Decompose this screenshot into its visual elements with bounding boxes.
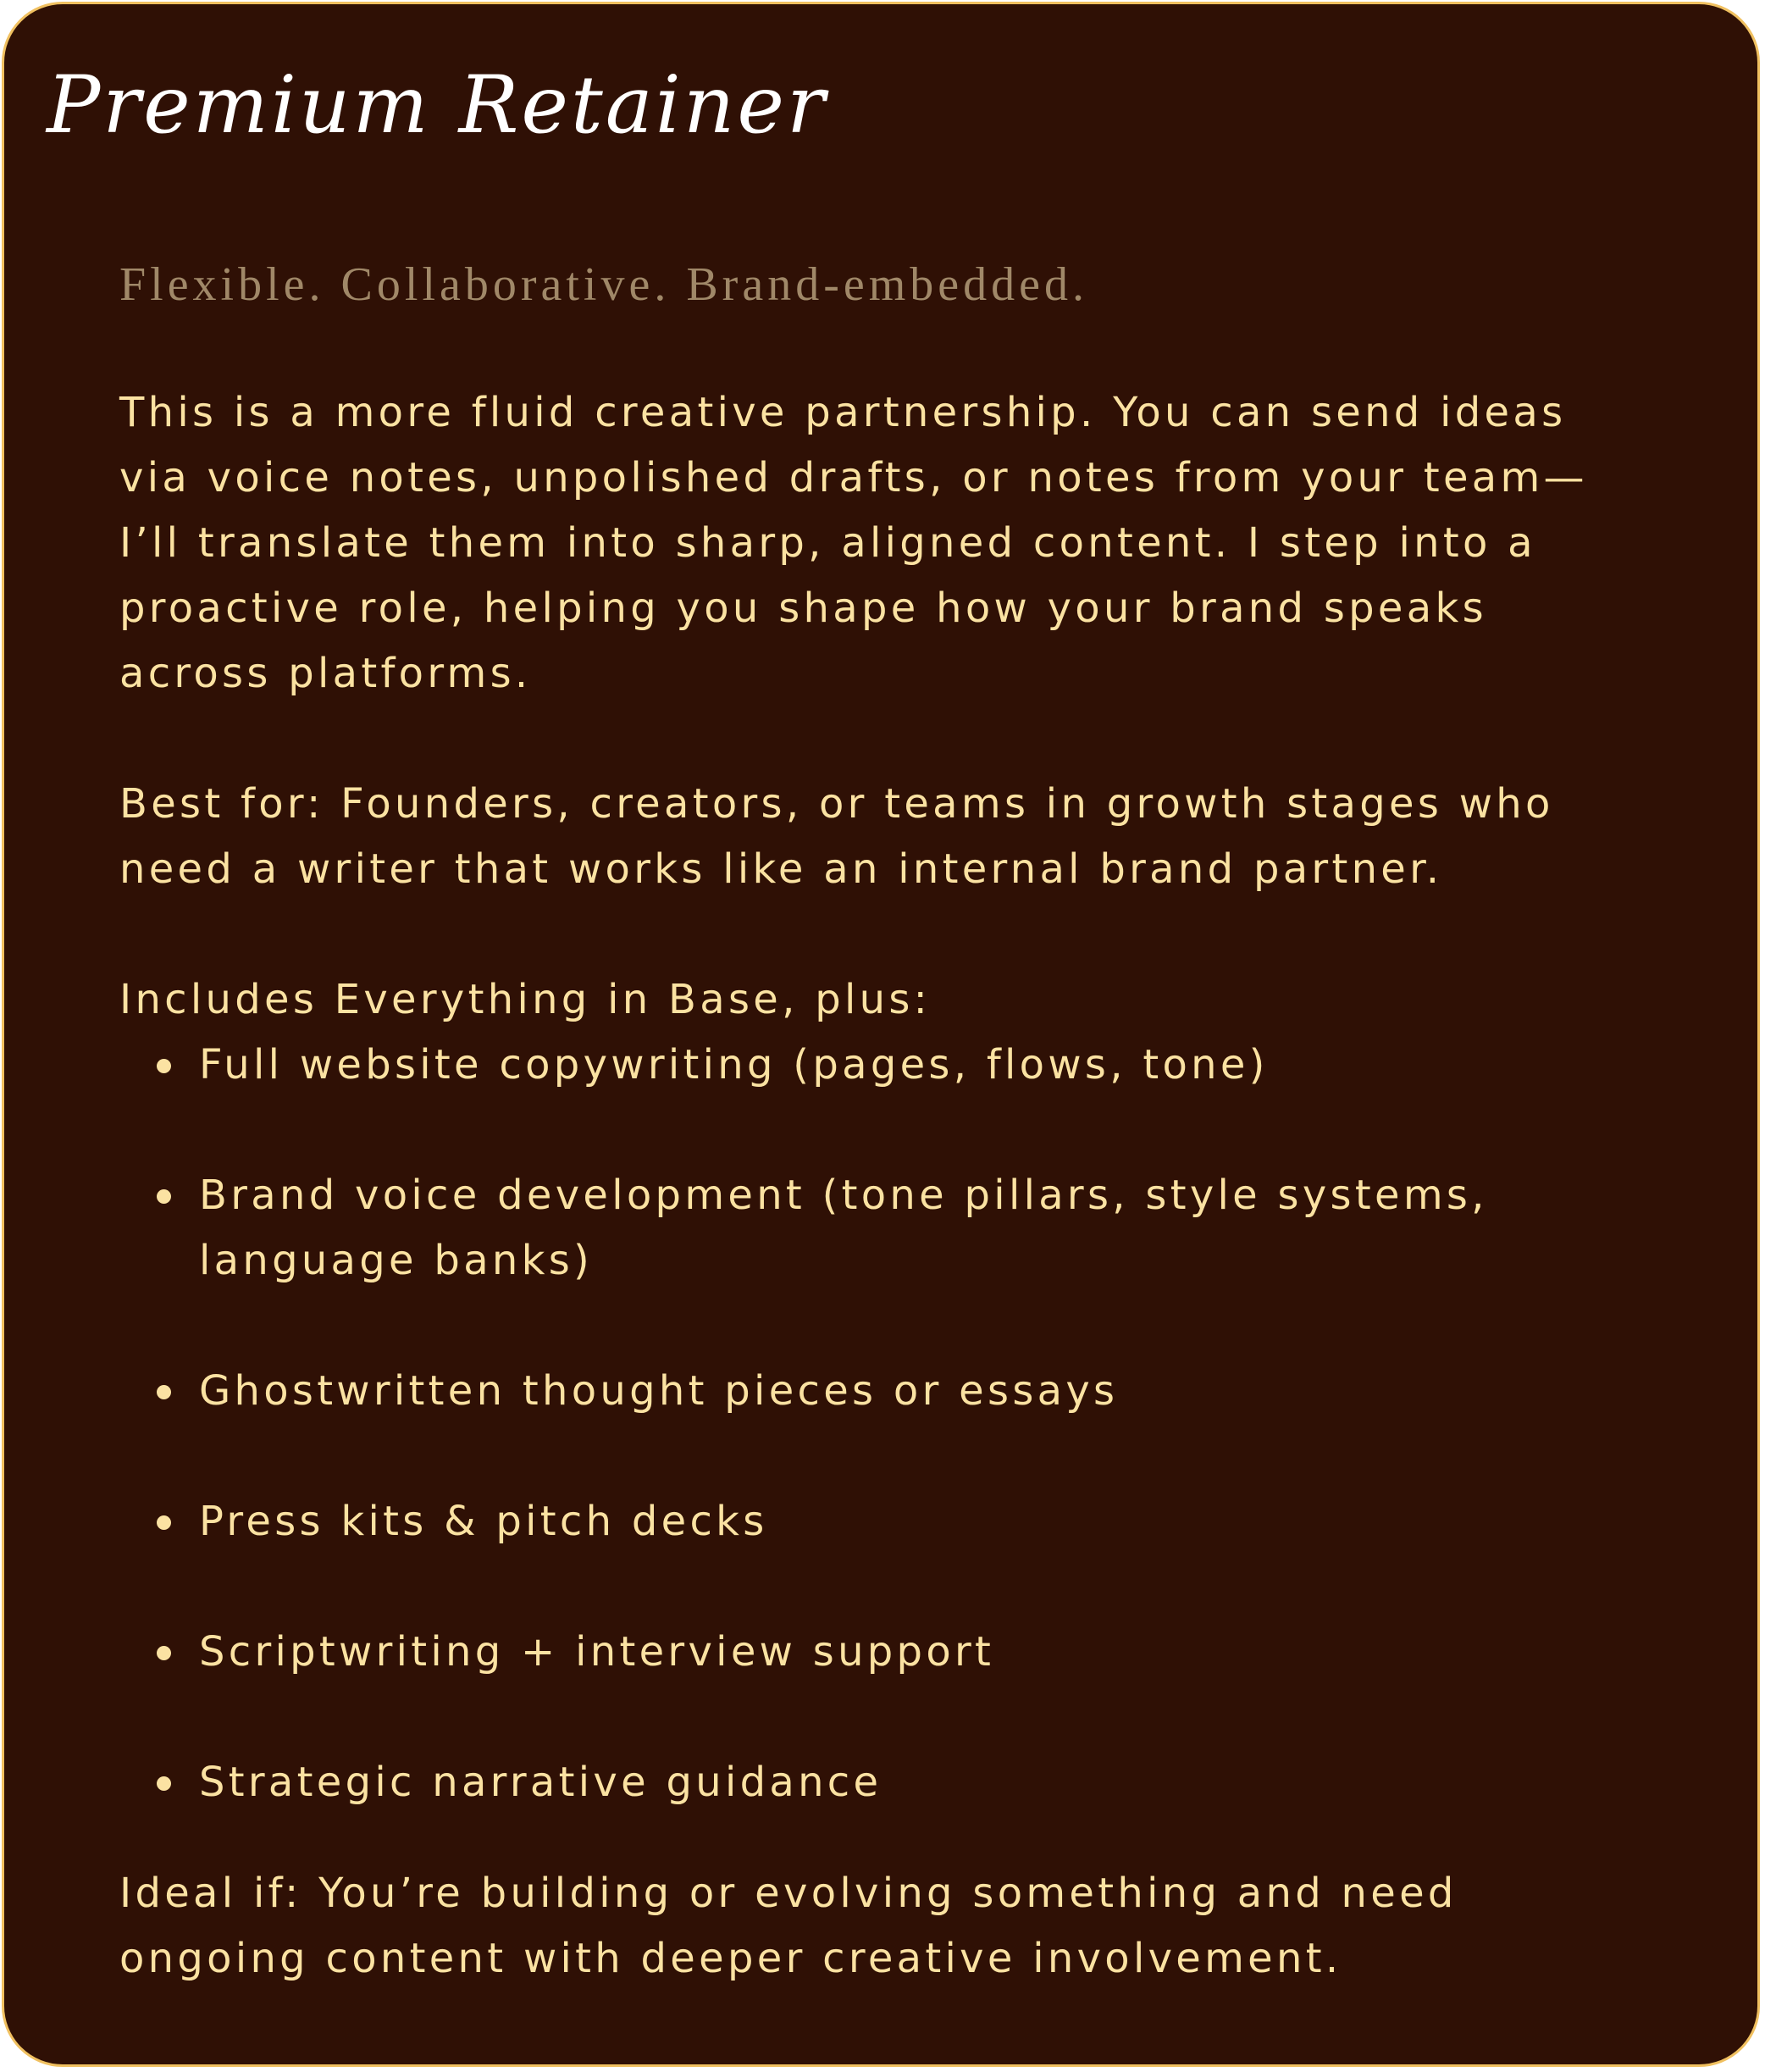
intro-line: This is a more fluid creative partnership. You can send ideas: [119, 389, 1567, 436]
list-item-text: Ghostwritten thought pieces or essays: [199, 1367, 1119, 1415]
bullet-icon: [157, 1385, 171, 1399]
list-item: [119, 1359, 1695, 1424]
list-item-text: Full website copywriting (pages, flows, tone): [199, 1041, 1269, 1089]
intro-line: I’ll translate them into sharp, aligned content. I step into a: [119, 519, 1536, 567]
ideal-if-line: Ideal if: You’re building or evolving something and need: [119, 1870, 1458, 1917]
list-item-text: Scriptwriting + interview support: [199, 1628, 995, 1676]
card-subtitle: Flexible. Collaborative. Brand-embedded.: [119, 258, 1088, 311]
list-item: [119, 1163, 1695, 1294]
list-item-text: language banks): [199, 1237, 594, 1284]
card-body: [119, 380, 1695, 1992]
list-item: [119, 1620, 1695, 1685]
best-for-line: Best for: Founders, creators, or teams in growth stages who: [119, 780, 1554, 828]
intro-line: proactive role, helping you shape how your brand speaks: [119, 584, 1487, 632]
best-for-line: need a writer that works like an internal brand partner.: [119, 845, 1443, 893]
includes-list: [119, 1033, 1695, 1815]
list-item: [119, 1033, 1695, 1098]
intro-line: via voice notes, unpolished drafts, or notes from your team—: [119, 454, 1588, 501]
bullet-icon: [157, 1646, 171, 1660]
card-title: Premium Retainer: [47, 59, 827, 152]
list-item: [119, 1750, 1695, 1815]
list-item-text: Press kits & pitch decks: [199, 1498, 768, 1545]
bullet-icon: [157, 1515, 171, 1530]
best-for-paragraph: [119, 772, 1695, 902]
bullet-icon: [157, 1776, 171, 1791]
ideal-if-paragraph: [119, 1861, 1695, 1992]
bullet-icon: [157, 1059, 171, 1073]
list-item-text: Brand voice development (tone pillars, style systems,: [199, 1172, 1488, 1219]
ideal-if-line: ongoing content with deeper creative involvement.: [119, 1935, 1342, 1982]
list-item-text: Strategic narrative guidance: [199, 1759, 882, 1806]
bullet-icon: [157, 1189, 171, 1204]
includes-heading: Includes Everything in Base, plus:: [119, 976, 932, 1023]
intro-line: across platforms.: [119, 650, 532, 697]
intro-paragraph: [119, 380, 1695, 706]
list-item: [119, 1489, 1695, 1554]
premium-retainer-card: [2, 2, 1760, 2067]
